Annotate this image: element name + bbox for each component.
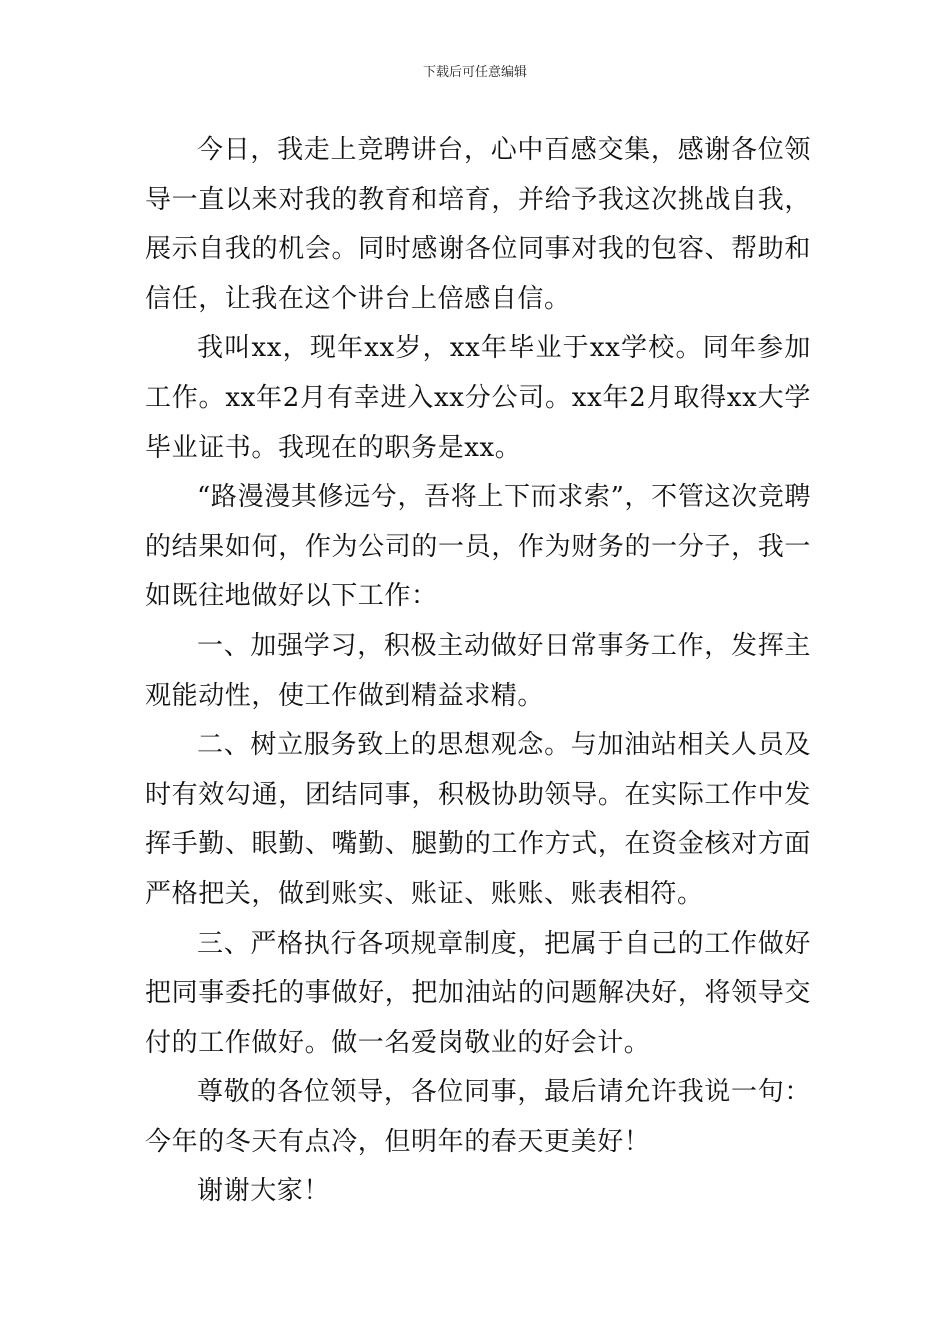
paragraph-thanks: 谢谢大家！ [197, 1176, 331, 1207]
paragraph-point-one: 一、加强学习，积极主动做好日常事务工作，发挥主观能动性，使工作做到精益求精。 [145, 630, 811, 711]
speech-body [145, 126, 811, 1217]
paragraph-closing: 尊敬的各位领导，各位同事，最后请允许我说一句：今年的冬天有点冷，但明年的春天更美好！ [145, 1077, 811, 1157]
page-header: 下载后可任意编辑 [422, 65, 527, 80]
paragraph-self-introduction: 我叫xx，现年xx岁，xx年毕业于xx学校。同年参加工作。xx年2月有幸进入xx分公司。xx年2月取得xx大学毕业证书。我现在的职务是xx。 [145, 333, 811, 463]
paragraph-commitment: “路漫漫其修远兮，吾将上下而求索”，不管这次竞聘的结果如何，作为公司的一员，作为财务的一分子，我一如既往地做好以下工作： [145, 482, 811, 612]
paragraph-point-two: 二、树立服务致上的思想观念。与加油站相关人员及时有效勾通，团结同事，积极协助领导。在实际工作中发挥手勤、眼勤、嘴勤、腿勤的工作方式，在资金核对方面严格把关，做到账实、账证、账账、账表相符。 [145, 730, 811, 909]
paragraph-opening: 今日，我走上竞聘讲台，心中百感交集，感谢各位领导一直以来对我的教育和培育，并给予我这次挑战自我，展示自我的机会。同时感谢各位同事对我的包容、帮助和信任，让我在这个讲台上倍感自信。 [145, 135, 811, 314]
paragraph-point-three: 三、严格执行各项规章制度，把属于自己的工作做好把同事委托的事做好，把加油站的问题解决好，将领导交付的工作做好。做一名爱岗敬业的好会计。 [145, 928, 811, 1058]
